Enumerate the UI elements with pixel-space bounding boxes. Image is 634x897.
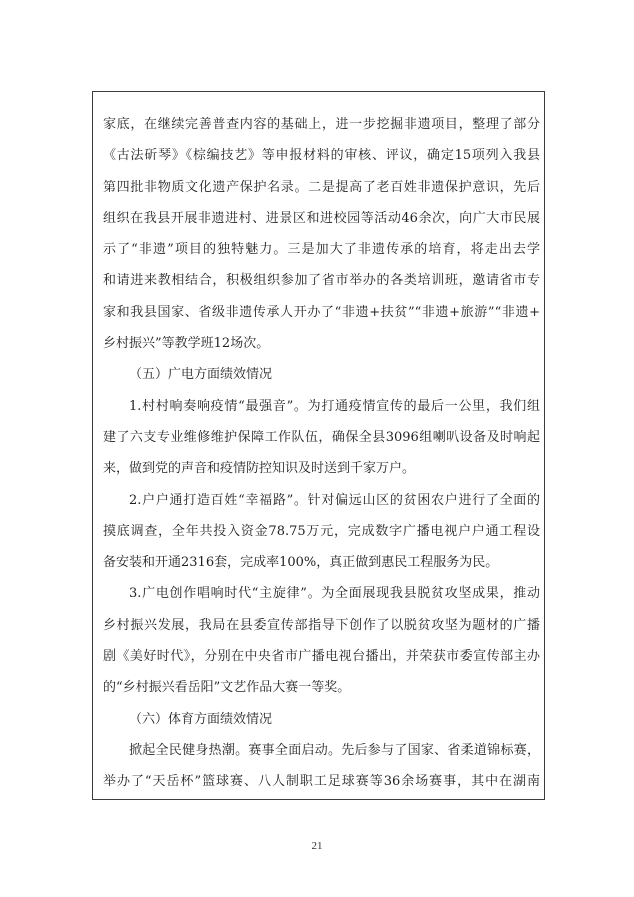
page-number: 21: [311, 840, 323, 852]
text-line: 家底，在继续完善普查内容的基础上，进一步挖掘非遗项目，整理了部分: [103, 117, 540, 132]
section-heading-broadcast: （五）广电方面绩效情况: [129, 367, 273, 383]
continuation-paragraph: [103, 109, 540, 359]
text-line: 剧《美好时代》，分别在中央省市广播电视台播出，并荣获市委宣传部主办: [103, 649, 540, 665]
text-line: 建了六支专业维修维护保障工作队伍，确保全县3096组喇叭设备及时响起: [103, 429, 540, 445]
text-line: 《古法斫琴》《棕编技艺》等申报材料的审核、评议，确定15项列入我县: [103, 148, 540, 164]
broadcast-item-3: [103, 578, 540, 703]
report-table-cell: [92, 91, 545, 800]
section-heading-sports: （六）体育方面绩效情况: [129, 711, 273, 727]
text-line: 家和我县国家、省级非遗传承人开办了“非遗+扶贫”“非遗+旅游”“非遗+: [103, 304, 540, 320]
text-line: 来，做到党的声音和疫情防控知识及时送到千家万户。: [103, 461, 416, 477]
text-line: 和请进来教相结合，积极组织参加了省市举办的各类培训班，邀请省市专: [103, 273, 540, 289]
sports-paragraph: [103, 735, 540, 798]
text-line: 1.村村响奏响疫情“最强音”。为打通疫情宣传的最后一公里，我们组: [129, 398, 540, 414]
text-line: 摸底调查，全年共投入资金78.75万元，完成数字广播电视户户通工程设: [103, 523, 540, 539]
text-line: 示了“非遗”项目的独特魅力。三是加大了非遗传承的培育，将走出去学: [103, 242, 540, 258]
text-line: 3.广电创作唱响时代“主旋律”。为全面展现我县脱贫攻坚成果，推动: [129, 586, 540, 602]
broadcast-item-2: [103, 485, 540, 579]
text-line: 举办了“天岳杯”篮球赛、八人制职工足球赛等36余场赛事，其中在湖南: [103, 774, 540, 790]
text-line: 备安装和开通2316套，完成率100%，真正做到惠民工程服务为民。: [103, 555, 499, 571]
text-line: 乡村振兴发展，我局在县委宣传部指导下创作了以脱贫攻坚为题材的广播: [103, 617, 540, 633]
text-line: 掀起全民健身热潮。赛事全面启动。先后参与了国家、省柔道锦标赛，: [129, 742, 540, 758]
text-line: 2.户户通打造百姓“幸福路”。针对偏远山区的贫困农户进行了全面的: [129, 492, 540, 508]
broadcast-item-1: [103, 391, 540, 485]
text-line: 组织在我县开展非遗进村、进景区和进校园等活动46余次，向广大市民展: [103, 210, 540, 226]
text-line: 第四批非物质文化遗产保护名录。二是提高了老百姓非遗保护意识，先后: [103, 179, 540, 195]
text-line: 乡村振兴”等教学班12场次。: [103, 336, 270, 352]
text-line: 的“乡村振兴看岳阳”文艺作品大赛一等奖。: [103, 680, 351, 696]
